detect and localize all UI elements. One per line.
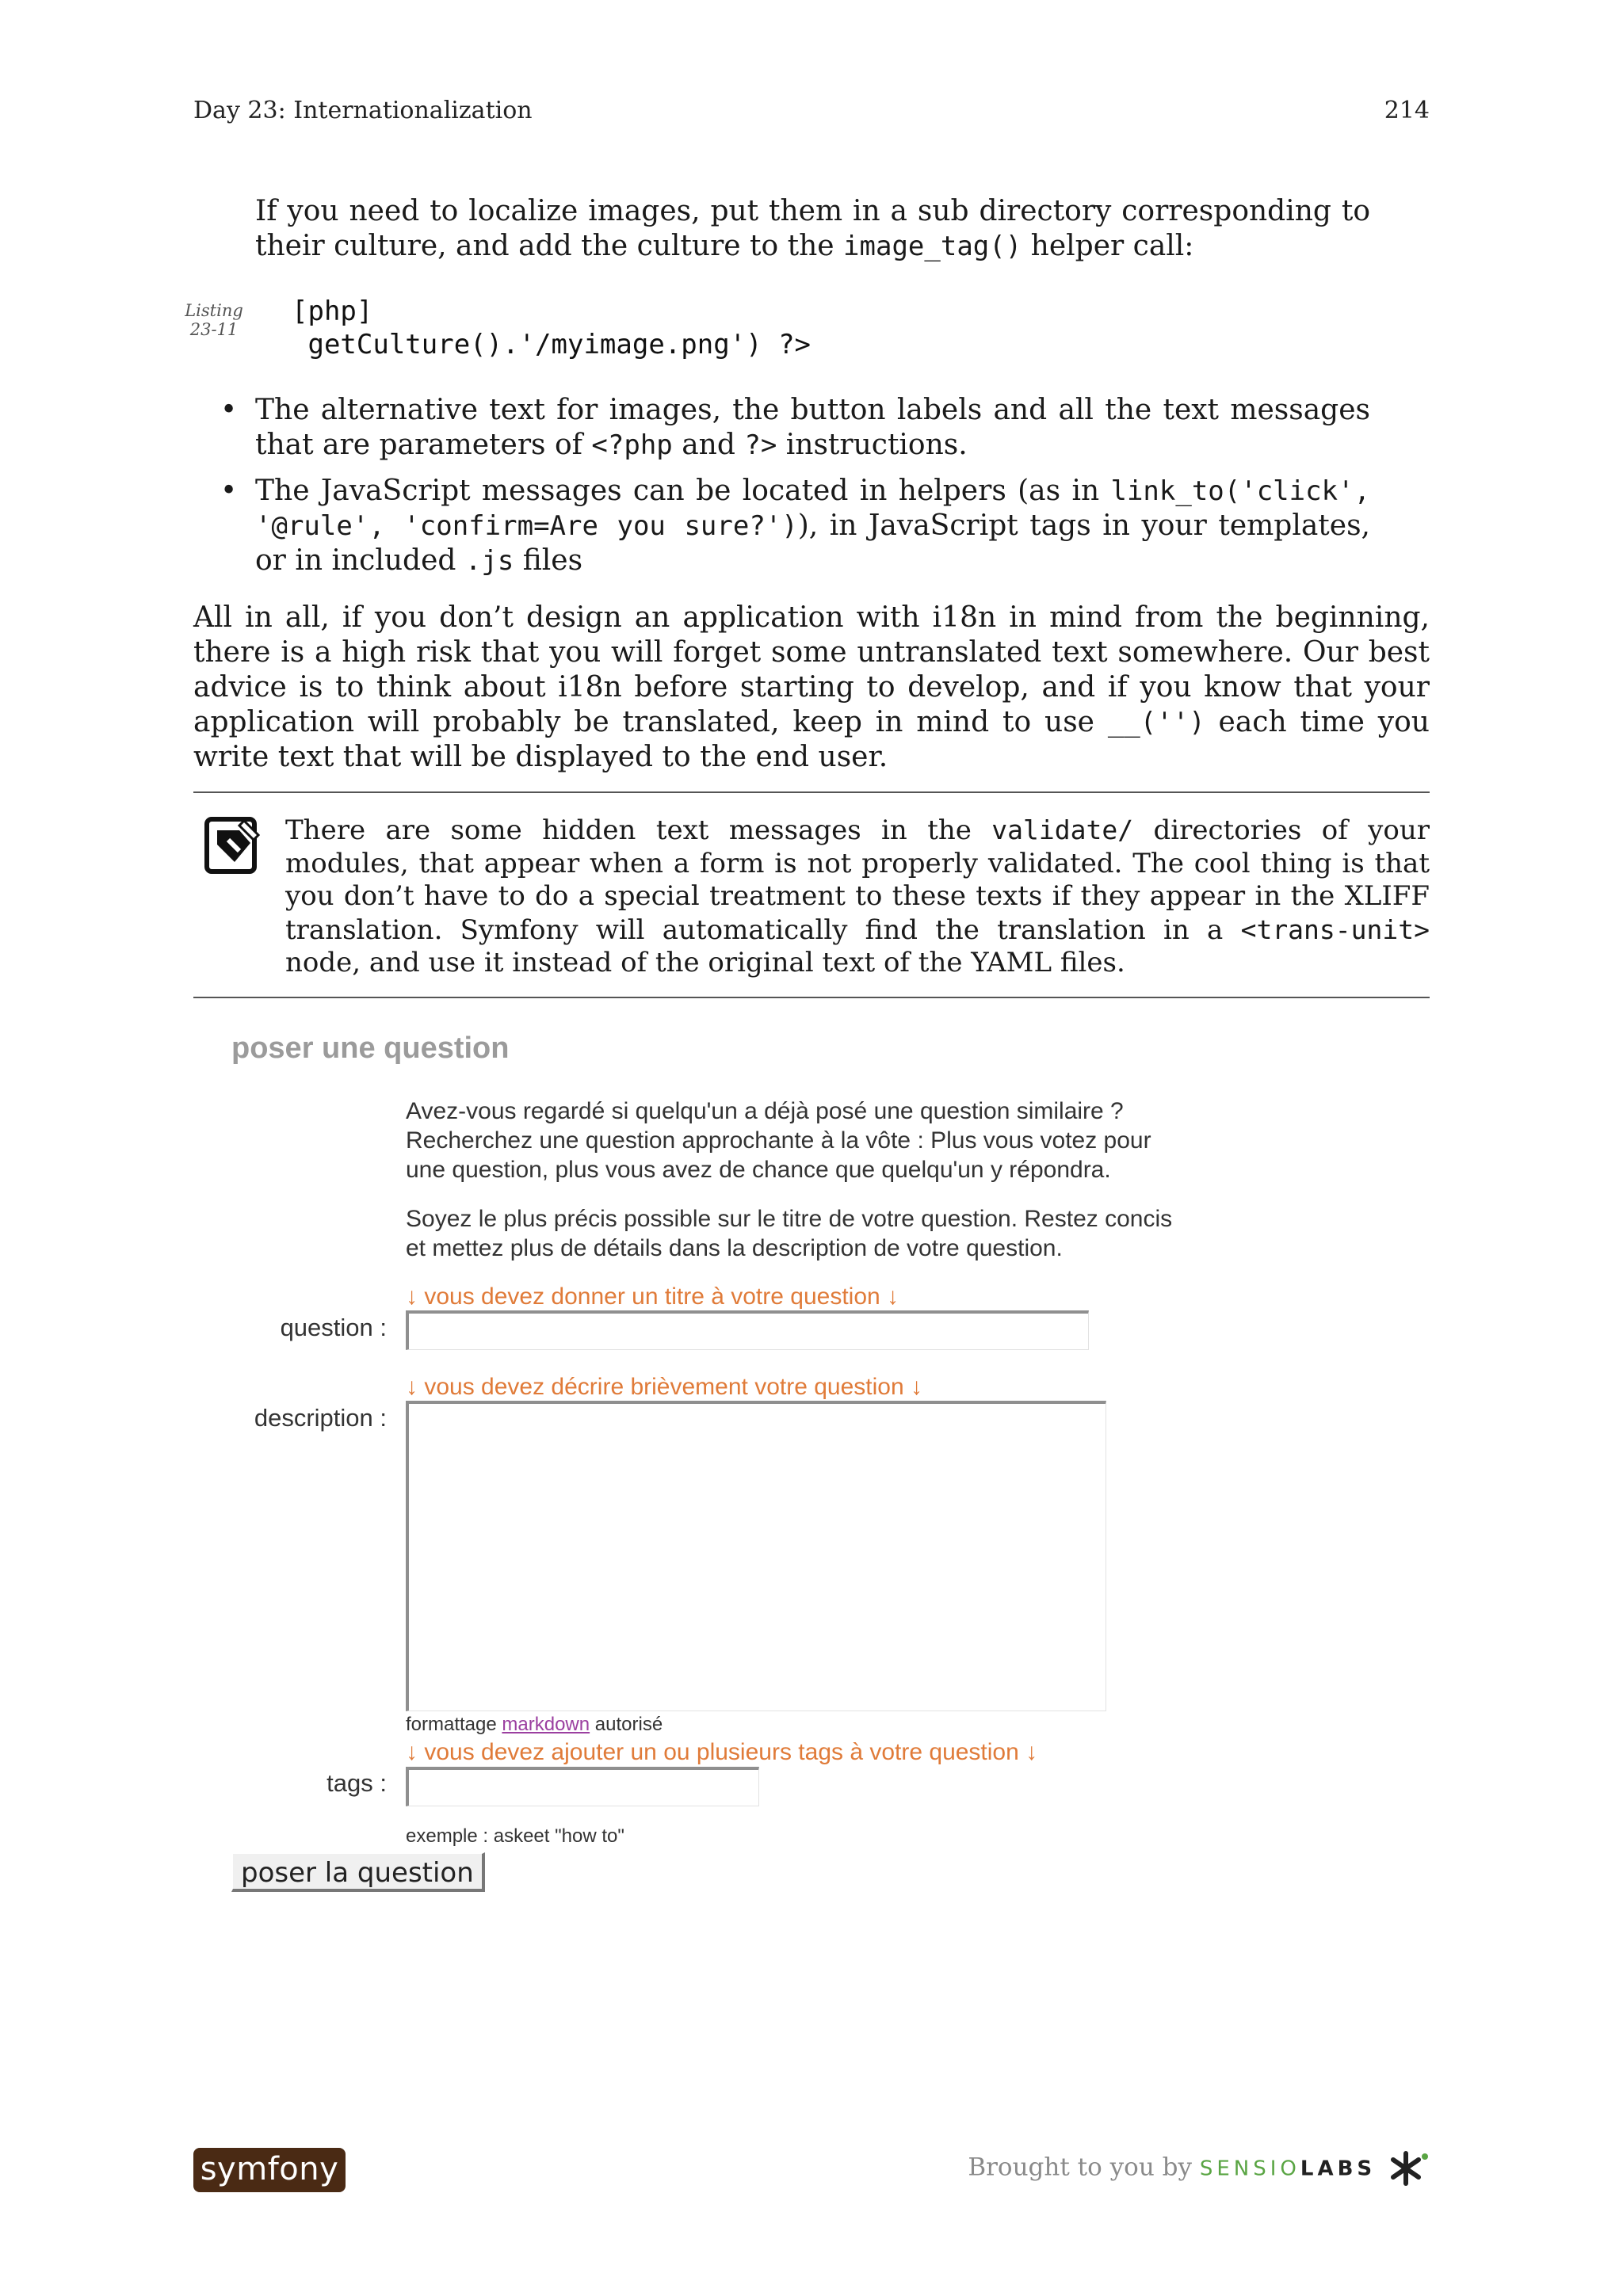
listing-number: 23-11: [189, 320, 239, 339]
submit-question-button[interactable]: poser la question: [231, 1852, 485, 1892]
chapter-title: Day 23: Internationalization: [193, 97, 533, 124]
form-intro: [406, 1097, 1151, 1184]
bullet-item: [220, 474, 1370, 578]
formatting-hint: [406, 1714, 663, 1736]
bullet-text: The JavaScript messages can be located in helpers (as in: [255, 475, 1111, 507]
intro-paragraph: [255, 194, 1370, 264]
page-header: [193, 97, 1430, 128]
bullet-dot: •: [220, 394, 238, 426]
inline-code: <trans-unit>: [1240, 913, 1430, 945]
bullet-dot: •: [220, 475, 238, 507]
bullet-item: [220, 393, 1370, 463]
bullet-text: and: [672, 429, 745, 461]
listing-label: [182, 301, 246, 339]
question-input[interactable]: [406, 1310, 1089, 1350]
form-title: poser une question: [231, 1032, 510, 1065]
intro-line: Soyez le plus précis possible sur le titre de votre question. Restez concis: [406, 1206, 1173, 1232]
divider: [193, 791, 1430, 793]
intro-line: et mettez plus de détails dans la description de votre question.: [406, 1235, 1063, 1261]
bullet-text: The alternative text for images, the button labels and all the text messages that are parameters of: [255, 394, 1370, 461]
bullet-text: files: [514, 544, 583, 577]
description-textarea[interactable]: [406, 1401, 1106, 1711]
tags-example: exemple : askeet "how to": [406, 1825, 624, 1847]
intro-line: une question, plus vous avez de chance que quelqu'un y répondra.: [406, 1157, 1111, 1183]
inline-code: .js: [464, 545, 514, 577]
credit-text: Brought to you by: [968, 2153, 1200, 2182]
inline-code: __(''): [1107, 707, 1205, 738]
note-icon: [204, 816, 260, 876]
hint-text: formattage: [406, 1714, 502, 1735]
bullet-text: instructions.: [777, 429, 968, 461]
hint-text: autorisé: [590, 1714, 663, 1735]
note-text-part: node, and use it instead of the original text of the YAML files.: [285, 947, 1125, 978]
summary-text-end: each time you write text that will be displayed to the end user.: [193, 706, 1430, 773]
inline-code: link_to('click', '@rule', 'confirm=Are you sure?'): [255, 475, 1370, 542]
sensio-wordmark: SENSIO: [1199, 2157, 1300, 2181]
note-text: [285, 814, 1430, 980]
labs-wordmark: LABS: [1300, 2157, 1377, 2181]
inline-code: image_tag(): [843, 231, 1022, 262]
sensiolabs-logo-icon: [1388, 2150, 1430, 2187]
intro-text: If you need to localize images, put them in a sub directory corresponding to their culture, and add the culture to the: [255, 195, 1370, 262]
code-listing: [php] getCulture().'/myimage.png') ?>: [292, 296, 812, 360]
inline-code: validate/: [991, 814, 1134, 845]
inline-code: <?php: [591, 429, 673, 461]
symfony-logo: symfony: [193, 2148, 346, 2192]
form-intro-2: [406, 1204, 1172, 1263]
embedded-screenshot: [193, 1014, 1430, 2084]
tags-label: tags :: [327, 1769, 387, 1797]
note-text-part: directories of your modules, that appear when a form is not properly validated. The cool thing is that you don’t have to do a special treatment to these texts if they appear in the XLIFF translation. Symfony will automatically find the translation in a: [285, 814, 1430, 946]
description-label: description :: [254, 1404, 387, 1432]
tags-error: ↓ vous devez ajouter un ou plusieurs tags à votre question ↓: [406, 1739, 1038, 1765]
intro-text-end: helper call:: [1022, 230, 1194, 262]
bullet-text: ), in JavaScript tags in your templates, or in included: [255, 509, 1370, 577]
note-text-part: There are some hidden text messages in the: [285, 814, 992, 846]
footer-credit: [968, 2150, 1430, 2187]
question-error: ↓ vous devez donner un titre à votre question ↓: [406, 1283, 899, 1310]
intro-line: Recherchez une question approchante à la vôte : Plus vous votez pour: [406, 1127, 1151, 1154]
page-number: 214: [1384, 97, 1430, 124]
summary-paragraph: [193, 601, 1430, 775]
question-label: question :: [280, 1314, 387, 1341]
summary-text: All in all, if you don’t design an application with i18n in mind from the beginning, there is a high risk that you will forget some untranslated text somewhere. Our best advice is to think about i18n before starting to develop, and if you know that your application will probably be translated, keep in mind to use: [193, 601, 1430, 738]
inline-code: ?>: [744, 429, 777, 461]
tags-input[interactable]: [406, 1767, 759, 1806]
markdown-link[interactable]: markdown: [502, 1714, 590, 1735]
intro-line: Avez-vous regardé si quelqu'un a déjà posé une question similaire ?: [406, 1098, 1124, 1124]
description-error: ↓ vous devez décrire brièvement votre question ↓: [406, 1374, 922, 1400]
listing-label-word: Listing: [185, 301, 243, 320]
divider: [193, 997, 1430, 998]
